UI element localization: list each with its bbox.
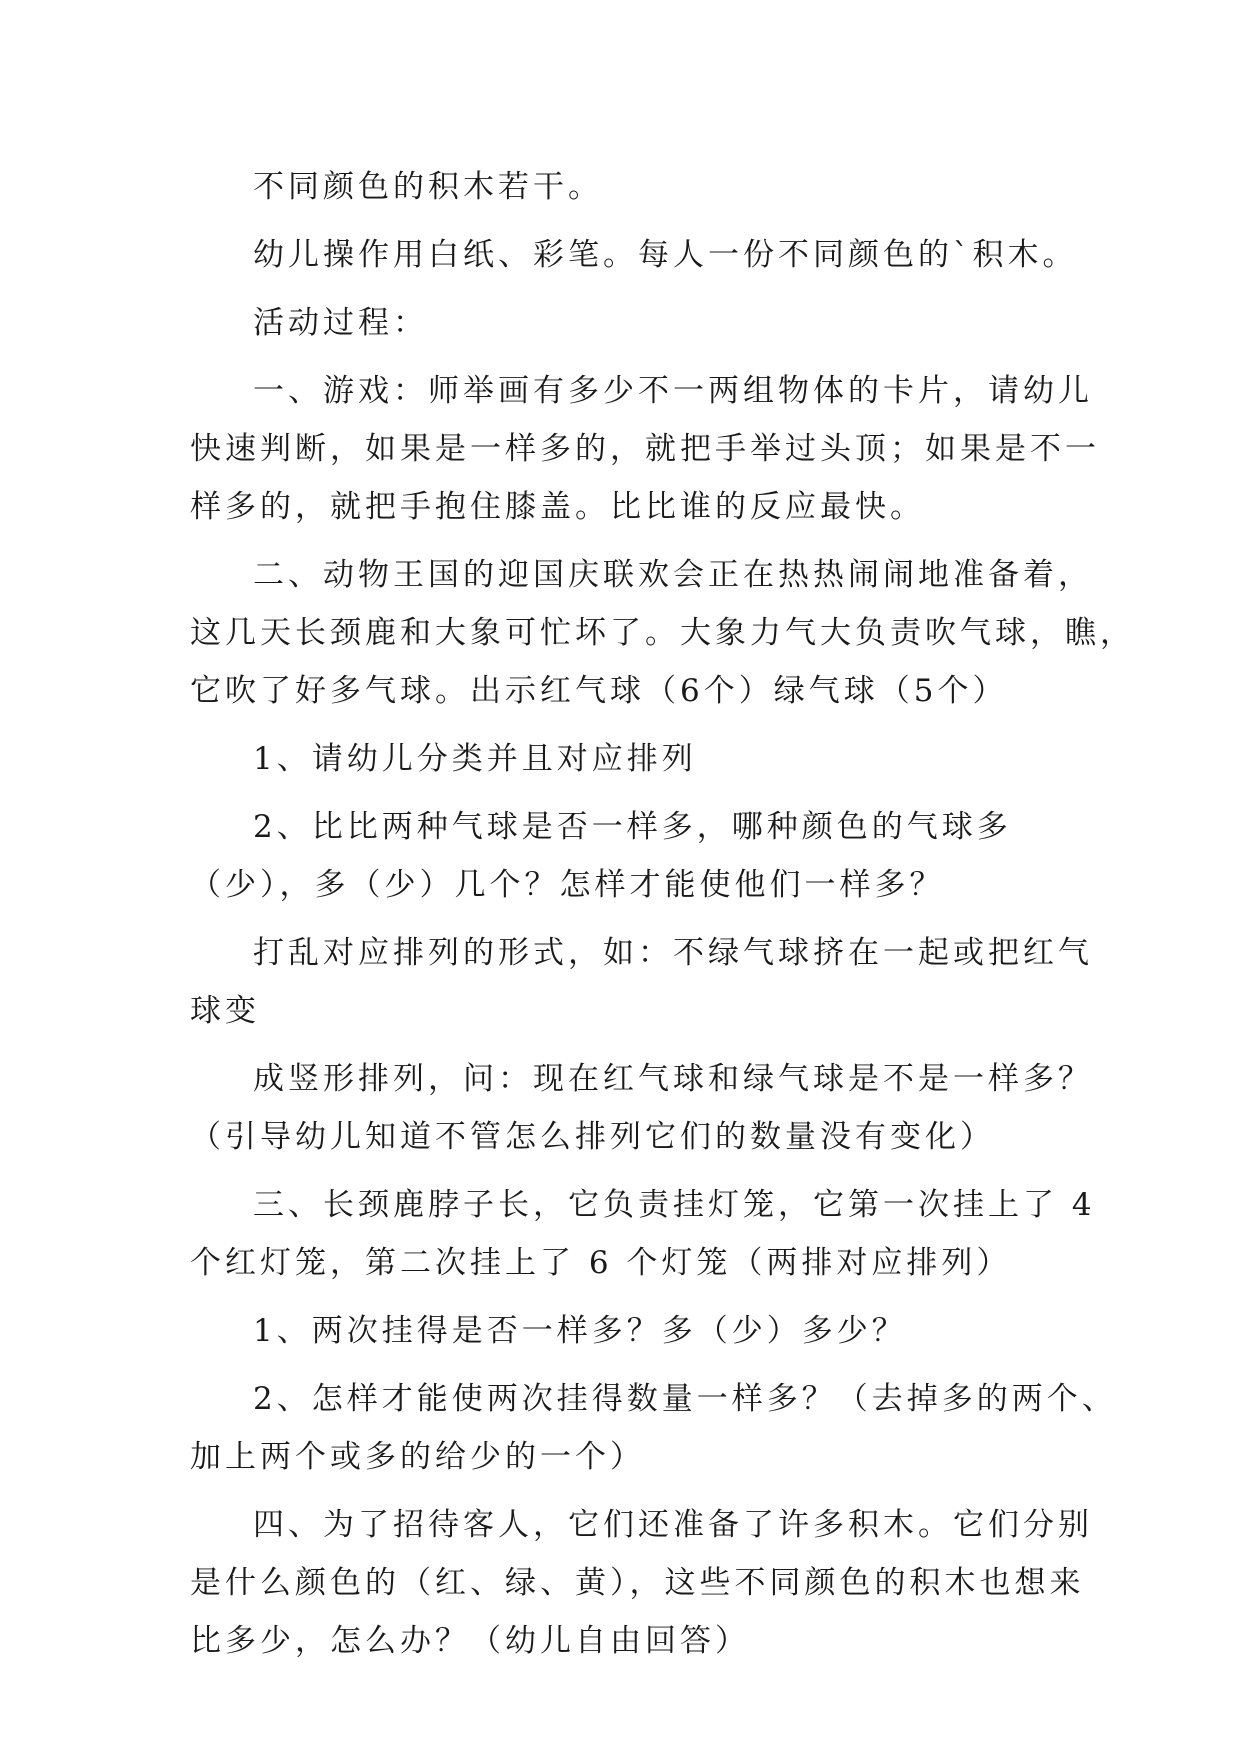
text-line: 1、两次挂得是否一样多？多（少）多少？: [253, 1313, 907, 1349]
text-line: 活动过程：: [253, 305, 428, 341]
text-line: 是什么颜色的（红、绿、黄），这些不同颜色的积木也想来: [190, 1565, 1085, 1601]
text-line: 幼儿操作用白纸、彩笔。每人一份不同颜色的`积木。: [253, 237, 1078, 273]
text-line: 1、请幼儿分类并且对应排列: [253, 741, 697, 777]
text-line: （引导幼儿知道不管怎么排列它们的数量没有变化）: [190, 1119, 995, 1155]
text-line: 快速判断，如果是一样多的，就把手举过头顶；如果是不一: [190, 431, 1100, 467]
text-line: 加上两个或多的给少的一个）: [190, 1439, 645, 1475]
text-line: 二、动物王国的迎国庆联欢会正在热热闹闹地准备着，: [253, 557, 1093, 593]
text-line: （少），多（少）几个？怎样才能使他们一样多？: [190, 867, 945, 903]
text-line: 不同颜色的积木若干。: [253, 169, 603, 205]
text-line: 个红灯笼，第二次挂上了 6 个灯笼（两排对应排列）: [190, 1245, 1012, 1281]
text-line: 2、怎样才能使两次挂得数量一样多？（去掉多的两个、: [253, 1381, 1117, 1417]
text-line: 样多的，就把手抱住膝盖。比比谁的反应最快。: [190, 489, 925, 525]
text-line: 成竖形排列，问：现在红气球和绿气球是不是一样多？: [253, 1061, 1093, 1097]
text-line: 三、长颈鹿脖子长，它负责挂灯笼，它第一次挂上了 4: [253, 1187, 1096, 1223]
text-line: 打乱对应排列的形式，如：不绿气球挤在一起或把红气: [253, 935, 1093, 971]
text-line: 2、比比两种气球是否一样多，哪种颜色的气球多: [253, 809, 1012, 845]
document-body: [190, 158, 1135, 1670]
text-line: 比多少，怎么办？（幼儿自由回答）: [190, 1623, 750, 1659]
text-line: 它吹了好多气球。出示红气球（6个）绿气球（5个）: [190, 673, 1008, 709]
text-line: 一、游戏：师举画有多少不一两组物体的卡片，请幼儿: [253, 373, 1093, 409]
text-line: 球变: [190, 993, 260, 1029]
text-line: 这几天长颈鹿和大象可忙坏了。大象力气大负责吹气球，瞧，: [190, 615, 1135, 651]
text-line: 四、为了招待客人，它们还准备了许多积木。它们分别: [253, 1507, 1093, 1543]
